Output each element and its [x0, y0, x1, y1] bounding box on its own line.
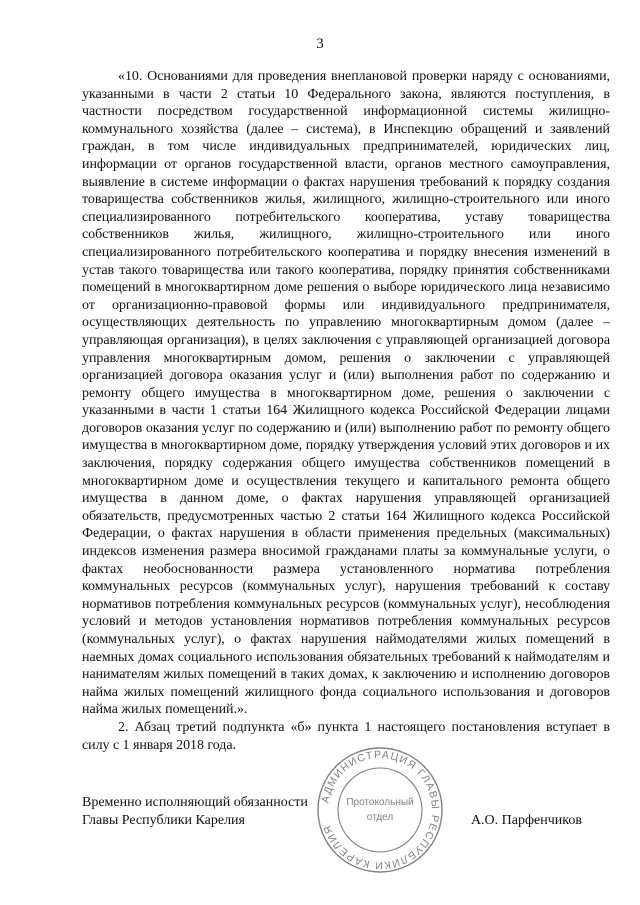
- signatory-name: А.О. Парфенчиков: [470, 813, 582, 828]
- document-body: [82, 68, 610, 754]
- signatory-title-line1: Временно исполняющий обязанности: [82, 795, 308, 810]
- stamp-center-line1: Протокольный: [346, 797, 414, 808]
- page-number: 3: [316, 36, 324, 52]
- stamp-ring-text: АДМИНИСТРАЦИЯ ГЛАВЫ РЕСПУБЛИКИ КАРЕЛИЯ: [319, 748, 442, 872]
- paragraph-point-2: 2. Абзац третий подпункта «б» пункта 1 настоящего постановления вступает в силу с 1 января 2018 года.: [82, 719, 610, 753]
- official-stamp: [310, 745, 450, 875]
- signatory-title-line2: Главы Республики Карелия: [82, 813, 245, 828]
- paragraph-point-10: «10. Основаниями для проведения внеплановой проверки наряду с основаниями, указанными в части 2 статьи 10 Федерального закона, являются поступления, в частности посредством государственной информационной системы жилищно-коммунального хозяйства (далее – система), в Инспекцию обращений и заявлений граждан, в том числе индивидуальных предпринимателей, юридических лиц, информации от органов государственной власти, органов местного самоуправления, выявление в системе информации о фактах нарушения требований к порядку создания товарищества собственников жилья, жилищного, жилищно-строительного или иного специализированного потребительского кооператива, уставу товарищества собственников жилья, жилищного, жилищно-строительного или иного специализированного потребительского кооператива и порядку внесения изменений в устав такого товарищества или такого кооператива, порядку принятия собственниками помещений в многоквартирном доме решения о выборе юридического лица независимо от организационно-правовой формы или индивидуального предпринимателя, осуществляющих деятельность по управлению многоквартирным домом (далее – управляющая организация), в целях заключения с управляющей организацией договора управления многоквартирным домом, решения о заключении с управляющей организацией договора оказания услуг и (или) выполнения работ по содержанию и ремонту общего имущества в многоквартирном доме, решения о заключении с указанными в части 1 статьи 164 Жилищного кодекса Российской Федерации лицами договоров оказания услуг по содержанию и (или) выполнению работ по ремонту общего имущества в многоквартирном доме, порядку утверждения условий этих договоров и их заключения, порядку содержания общего имущества собственников помещений в многоквартирном доме и осуществления текущего и капитального ремонта общего имущества в данном доме, о фактах нарушения управляющей организацией обязательств, предусмотренных частью 2 статьи 164 Жилищного кодекса Российской Федерации, о фактах нарушения в области применения предельных (максимальных) индексов изменения размера вносимой гражданами платы за коммунальные услуги, о фактах необоснованности размера установленного норматива потребления коммунальных ресурсов (коммунальных услуг), нарушения требований к составу нормативов потребления коммунальных ресурсов (коммунальных услуг), несоблюдения условий и методов установления нормативов потребления коммунальных ресурсов (коммунальных услуг), о фактах нарушения наймодателями жилых помещений в наемных домах социального использования обязательных требований к наймодателям и нанимателям жилых помещений в таких домах, к заключению и исполнению договоров найма жилых помещений жилищного фонда социального использования и договоров найма жилых помещений.».: [82, 69, 610, 718]
- stamp-center-line2: отдел: [366, 812, 394, 823]
